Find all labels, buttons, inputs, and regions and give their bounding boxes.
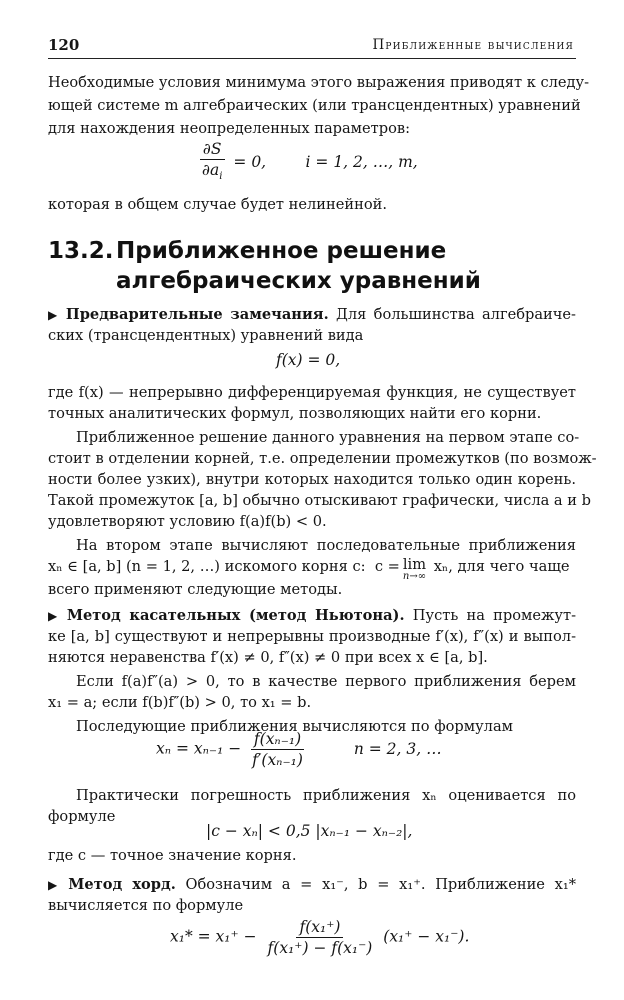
text-line: ке [a, b] существуют и непрерывны производные f′(x), f″(x) и выпол- [48, 628, 576, 645]
text-line: точных аналитических формул, позволяющих найти его корни. [48, 405, 542, 422]
paragraph-heading-line [48, 305, 576, 325]
text-run: Для большинства алгебраиче- [328, 306, 576, 323]
text-line: удовлетворяют условию f(a)f(b) < 0. [48, 513, 327, 530]
section-heading [48, 236, 481, 296]
subsection-heading: Предварительные замечания. [65, 306, 329, 323]
text-line: Если f(a)f″(a) > 0, то в качестве первого приближения берем [76, 673, 576, 690]
fraction-numerator: f(x₁⁺) [296, 918, 343, 938]
triangle-marker-icon: ▶ [48, 878, 63, 892]
text-run: xₙ ∈ [a, b] (n = 1, 2, …) искомого корня c: c = [48, 558, 400, 575]
text-line: ности более узких), внутри которых находится только один корень. [48, 471, 576, 488]
text-line: Необходимые условия минимума этого выражения приводят к следу- [48, 74, 590, 91]
limit-word: lim [402, 556, 427, 573]
page-number: 120 [48, 36, 80, 54]
section-title-line2: алгебраических уравнений [116, 268, 481, 294]
text-line: Практически погрешность приближения xₙ оценивается по [76, 787, 576, 804]
denominator-base: ∂a [202, 161, 220, 179]
text-line: для нахождения неопределенных параметров: [48, 120, 411, 137]
text-line: вычисляется по формуле [48, 897, 244, 914]
equation-chord [170, 918, 469, 957]
fraction-denominator [199, 160, 225, 186]
paragraph-heading-line [48, 606, 576, 626]
equation-error: |c − xₙ| < 0,5 |xₙ₋₁ − xₙ₋₂|, [206, 822, 413, 840]
text-line: Приближенное решение данного уравнения на первом этапе со- [76, 429, 580, 446]
text-line: x₁ = a; если f(b)f″(b) > 0, то x₁ = b. [48, 694, 312, 711]
text-run: Пусть на промежут- [404, 607, 576, 624]
fraction-denominator: f′(xₙ₋₁) [252, 751, 303, 769]
text-line: где c — точное значение корня. [48, 847, 297, 864]
triangle-marker-icon: ▶ [48, 308, 60, 322]
text-line: Последующие приближения вычисляются по формулам [76, 718, 514, 735]
section-number: 13.2. [48, 238, 114, 264]
text-line: ющей системе m алгебраических (или трансцендентных) уравнений [48, 97, 581, 114]
equation-left: xₙ = xₙ₋₁ − [156, 739, 242, 758]
fraction-numerator: ∂S [200, 140, 225, 160]
equation-right: n = 2, 3, … [353, 739, 442, 758]
text-line: всего применяют следующие методы. [48, 581, 343, 598]
denominator-subscript: i [219, 171, 223, 183]
text-line: которая в общем случае будет нелинейной. [48, 196, 387, 213]
page-header [48, 34, 576, 59]
text-line: няются неравенства f′(x) ≠ 0, f″(x) ≠ 0 при всех x ∈ [a, b]. [48, 649, 488, 666]
paragraph-heading-line [48, 875, 576, 895]
fraction-numerator: f(xₙ₋₁) [251, 730, 304, 750]
text-run: xₙ, для чего чаще [429, 558, 570, 575]
section-title-line1: Приближенное решение [116, 238, 447, 264]
fraction [199, 140, 225, 186]
text-line-with-limit [48, 557, 576, 582]
fraction-denominator: f(x₁⁺) − f(x₁⁻) [267, 939, 373, 957]
triangle-marker-icon: ▶ [48, 609, 61, 623]
text-line: На втором этапе вычисляют последовательные приближения [76, 537, 576, 554]
equation-left: x₁* = x₁⁺ − [170, 927, 257, 946]
text-line: стоит в отделении корней, т.е. определении промежутков (по возмож- [48, 450, 597, 467]
equation-rest: = 0, i = 1, 2, …, m, [233, 153, 418, 172]
equation-partial-derivative [196, 140, 418, 186]
limit-operator [403, 557, 426, 582]
limit-subscript: n→∞ [402, 571, 427, 582]
text-line: ских (трансцендентных) уравнений вида [48, 327, 364, 344]
text-run: Обозначим a = x₁⁻, b = x₁⁺. Приближение x₁* [175, 876, 576, 893]
equation-fx: f(x) = 0, [276, 351, 341, 369]
text-line: формуле [48, 808, 116, 825]
text-line: Такой промежуток [a, b] обычно отыскивают графически, числа a и b [48, 492, 591, 509]
equation-newton [156, 730, 442, 769]
subsection-heading: Метод хорд. [68, 876, 176, 893]
equation-right: (x₁⁺ − x₁⁻). [383, 927, 470, 946]
running-title: Приближенные вычисления [372, 37, 574, 53]
fraction [249, 730, 306, 769]
text-line: где f(x) — непрерывно дифференцируемая функция, не существует [48, 384, 576, 401]
subsection-heading: Метод касательных (метод Ньютона). [66, 607, 405, 624]
fraction [265, 918, 376, 957]
